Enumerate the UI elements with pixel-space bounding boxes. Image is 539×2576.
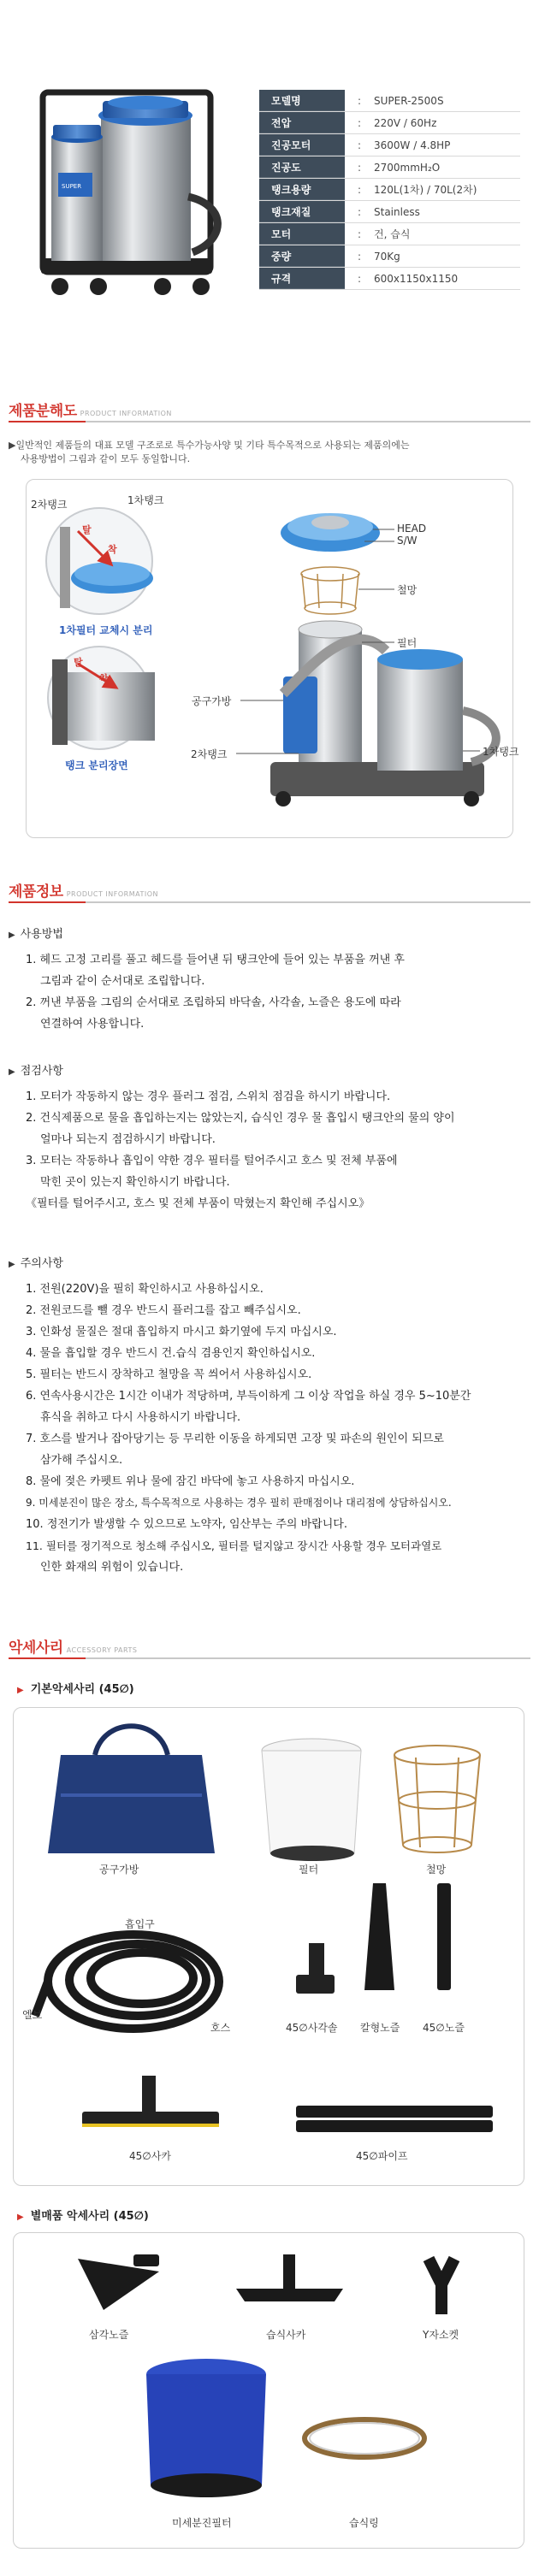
- list-item-continued: 그림과 같이 순서대로 조립합니다.: [40, 975, 205, 988]
- label-attach-2: 착: [99, 673, 109, 684]
- spec-row-weight: [259, 245, 520, 268]
- list-item: 3. 모터는 작동하나 흡입이 약한 경우 필터를 털어주시고 호스 및 전체 부품에: [26, 1155, 398, 1167]
- caption-mesh: 철망: [426, 1864, 447, 1876]
- section-divider: [9, 1657, 530, 1659]
- caption-filter: 필터: [299, 1864, 319, 1876]
- section-title: 제품정보: [9, 883, 63, 901]
- bullet-triangle-icon: ▶: [9, 1260, 15, 1269]
- caution-title: ▶ 주의사항: [9, 1257, 63, 1270]
- spec-separator: :: [357, 205, 362, 218]
- label-tool-bag: 공구가방: [192, 695, 232, 707]
- spec-key: 진공모터: [259, 134, 345, 156]
- bullet-triangle-icon: ▶: [9, 1067, 15, 1077]
- spec-key: 탱크재질: [259, 201, 345, 222]
- basic-accessories-title: ▶ 기본악세사리 (45∅): [17, 1683, 134, 1696]
- check-footnote: 《필터를 털어주시고, 호스 및 전체 부품이 막혔는지 확인해 주십시오》: [26, 1197, 370, 1210]
- spec-value: 220V / 60Hz: [374, 116, 437, 129]
- label-attach-1: 착: [108, 544, 117, 555]
- list-item: 5. 필터는 반드시 장착하고 철망을 꼭 씌어서 사용하십시오.: [26, 1368, 312, 1381]
- list-item: 1. 헤드 고정 고리를 풀고 헤드를 들어낸 뒤 탱크안에 들어 있는 부품을 꺼낸 후: [26, 954, 405, 966]
- extra-accessories-panel: [13, 2232, 524, 2549]
- spec-row-dimensions: [259, 268, 520, 290]
- label-tank2: 2차탱크: [191, 748, 228, 760]
- note-line: ▶일반적인 제품들의 대표 모델 구조로로 특수가능사양 및 기타 특수목적으로 사용되는 제품의에는: [9, 440, 410, 451]
- spec-value: SUPER-2500S: [374, 94, 444, 107]
- caption-tank-separation: 탱크 분리장면: [65, 759, 128, 771]
- spec-row-voltage: [259, 112, 520, 134]
- spec-key: 모터: [259, 223, 345, 245]
- spec-key: 중량: [259, 245, 345, 267]
- spec-value: 70Kg: [374, 250, 400, 263]
- label-detach-2: 탈: [74, 657, 83, 668]
- check-block: [9, 1061, 522, 1214]
- list-item-continued: 막힌 곳이 있는지 확인하시기 바랍니다.: [40, 1176, 230, 1189]
- caption-y-socket: Y자소켓: [423, 2329, 459, 2341]
- list-item-continued: 삼가해 주십시오.: [40, 1454, 123, 1467]
- list-item: 4. 물을 흡입할 경우 반드시 건.습식 겸용인지 확인하십시오.: [26, 1347, 316, 1360]
- list-item: 1. 모터가 작동하지 않는 경우 플러그 점검, 스위치 점검을 하시기 바랍니다.: [26, 1090, 391, 1103]
- caption-squeegee: 45∅사카: [129, 2150, 171, 2162]
- spec-value: 2700mmH₂O: [374, 161, 441, 174]
- disassembly-diagram: [26, 479, 519, 838]
- svg-text:SUPER: SUPER: [62, 183, 82, 190]
- list-item: 2. 전원코드를 뺄 경우 반드시 플러그를 잡고 빼주십시오.: [26, 1304, 301, 1317]
- usage-title: ▶ 사용방법: [9, 928, 63, 941]
- caption-nozzle: 45∅노즐: [423, 2022, 465, 2034]
- spec-row-motor: [259, 223, 520, 245]
- spec-row-tank-material: [259, 201, 520, 223]
- list-item: 7. 호스를 발거나 잡아당기는 등 무리한 이동을 하게되면 고장 및 파손의 원인이 되므로: [26, 1433, 444, 1445]
- section-divider: [9, 421, 530, 422]
- section-title: 제품분해도: [9, 403, 77, 420]
- spec-key: 전압: [259, 112, 345, 133]
- disassembly-illustration: [27, 480, 514, 839]
- disassembly-note: [9, 439, 522, 466]
- caption-square-brush: 45∅사각솔: [286, 2022, 338, 2034]
- caption-inlet: 흡입구: [125, 1918, 155, 1930]
- list-item: 3. 인화성 물질은 절대 흡입하지 마시고 화기옆에 두지 마십시오.: [26, 1326, 337, 1338]
- label-detach-1: 탈: [82, 524, 92, 535]
- bullet-triangle-icon: ▶: [17, 1686, 24, 1695]
- spec-value: 600x1150x1150: [374, 272, 459, 285]
- label-tank1: 1차탱크: [483, 746, 519, 758]
- spec-key: 진공도: [259, 157, 345, 178]
- disassembly-section-header: [9, 399, 530, 420]
- spec-separator: :: [357, 139, 362, 151]
- list-item-continued: 휴식을 취하고 다시 사용하시기 바랍니다.: [40, 1411, 241, 1424]
- list-item-continued: 얼마나 되는지 점검하시기 바랍니다.: [40, 1133, 216, 1146]
- caption-pipe: 45∅파이프: [356, 2150, 408, 2162]
- list-item: 1. 전원(220V)을 필히 확인하시고 사용하십시오.: [26, 1283, 264, 1296]
- spec-key: 모델명: [259, 90, 345, 111]
- list-item-continued: 연결하여 사용합니다.: [40, 1018, 145, 1031]
- spec-table: [259, 90, 520, 290]
- list-item: 6. 연속사용시간은 1시간 이내가 적당하며, 부득이하게 그 이상 작업을 하실 경우 5~10분간: [26, 1390, 471, 1403]
- extra-accessories-illustration: [14, 2233, 525, 2549]
- caption-triangle-nozzle: 삼각노즐: [89, 2329, 129, 2341]
- spec-row-model: [259, 90, 520, 112]
- spec-value: 120L(1차) / 70L(2차): [374, 184, 477, 196]
- caption-filter-replace: 1차필터 교체시 분리: [59, 624, 153, 636]
- usage-block: [9, 924, 522, 1035]
- spec-separator: :: [357, 250, 362, 263]
- caption-tool-bag: 공구가방: [99, 1864, 139, 1876]
- list-item: 10. 정전기가 발생할 수 있으므로 노약자, 임산부는 주의 바랍니다.: [26, 1518, 347, 1531]
- list-item: 11. 필터를 정기적으로 청소해 주십시오, 필터를 털지않고 장시간 사용할 경우 모터과열로: [26, 1539, 442, 1552]
- basic-accessories-illustration: [14, 1708, 525, 2187]
- section-subtitle: PRODUCT INFORMATION: [80, 410, 172, 417]
- spec-value: Stainless: [374, 205, 420, 218]
- info-section-header: [9, 879, 530, 901]
- caption-fine-dust-filter: 미세분진필터: [172, 2517, 232, 2529]
- spec-row-vacuum: [259, 157, 520, 179]
- bullet-triangle-icon: ▶: [9, 931, 15, 940]
- section-subtitle: PRODUCT INFORMATION: [66, 890, 158, 898]
- section-subtitle: ACCESSORY PARTS: [66, 1646, 138, 1654]
- caption-wet-squeegee: 습식사카: [266, 2329, 306, 2341]
- list-item: 8. 물에 젖은 카펫트 위나 물에 잠긴 바닥에 놓고 사용하지 마십시오.: [26, 1475, 355, 1488]
- extra-accessories-title: ▶ 별매품 악세사리 (45∅): [17, 2210, 149, 2223]
- section-title: 악세사리: [9, 1640, 63, 1657]
- list-item: 9. 미세분진이 많은 장소, 특수목적으로 사용하는 경우 필히 판매점이나 대리점에 상담하십시오.: [26, 1497, 452, 1509]
- label-filter: 필터: [397, 637, 418, 649]
- vacuum-product-image: [34, 77, 231, 308]
- list-item-continued: 인한 화재의 위험이 있습니다.: [40, 1561, 184, 1574]
- spec-separator: :: [357, 94, 362, 107]
- label-tank1-top: 1차탱크: [127, 494, 164, 506]
- section-divider: [9, 901, 530, 903]
- spec-separator: :: [357, 161, 362, 174]
- spec-value: 3600W / 4.8HP: [374, 139, 451, 151]
- check-title: ▶ 점검사항: [9, 1065, 63, 1078]
- label-mesh: 철망: [397, 584, 418, 596]
- spec-row-motor-power: [259, 134, 520, 157]
- note-line: 사용방법이 그림과 같이 모두 동일합니다.: [21, 453, 191, 464]
- label-tank2-top: 2차탱크: [31, 499, 68, 511]
- accessory-section-header: [9, 1635, 530, 1657]
- spec-separator: :: [357, 272, 362, 285]
- bullet-triangle-icon: ▶: [17, 2213, 24, 2222]
- caution-block: [9, 1253, 522, 1578]
- spec-separator: :: [357, 116, 362, 129]
- spec-value: 건, 습식: [374, 228, 411, 240]
- spec-row-tank-capacity: [259, 179, 520, 201]
- spec-key: 탱크용량: [259, 179, 345, 200]
- label-head: HEAD: [397, 523, 427, 535]
- spec-key: 규격: [259, 268, 345, 289]
- spec-separator: :: [357, 183, 362, 196]
- spec-separator: :: [357, 227, 362, 240]
- caption-wet-ring: 습식링: [349, 2517, 379, 2529]
- caption-elbow: 엘보: [22, 2009, 43, 2021]
- basic-accessories-panel: [13, 1707, 524, 2186]
- list-item: 2. 꺼낸 부품을 그림의 순서대로 조립하되 바닥솔, 사각솔, 노즐은 용도에 따라: [26, 996, 401, 1009]
- caption-crevice-nozzle: 칼형노즐: [360, 2022, 400, 2034]
- caption-hose: 호스: [210, 2022, 231, 2034]
- label-switch: S/W: [397, 535, 418, 547]
- list-item: 2. 건식제품으로 물을 흡입하는지는 않았는지, 습식인 경우 물 흡입시 탱크안의 물의 양이: [26, 1112, 455, 1125]
